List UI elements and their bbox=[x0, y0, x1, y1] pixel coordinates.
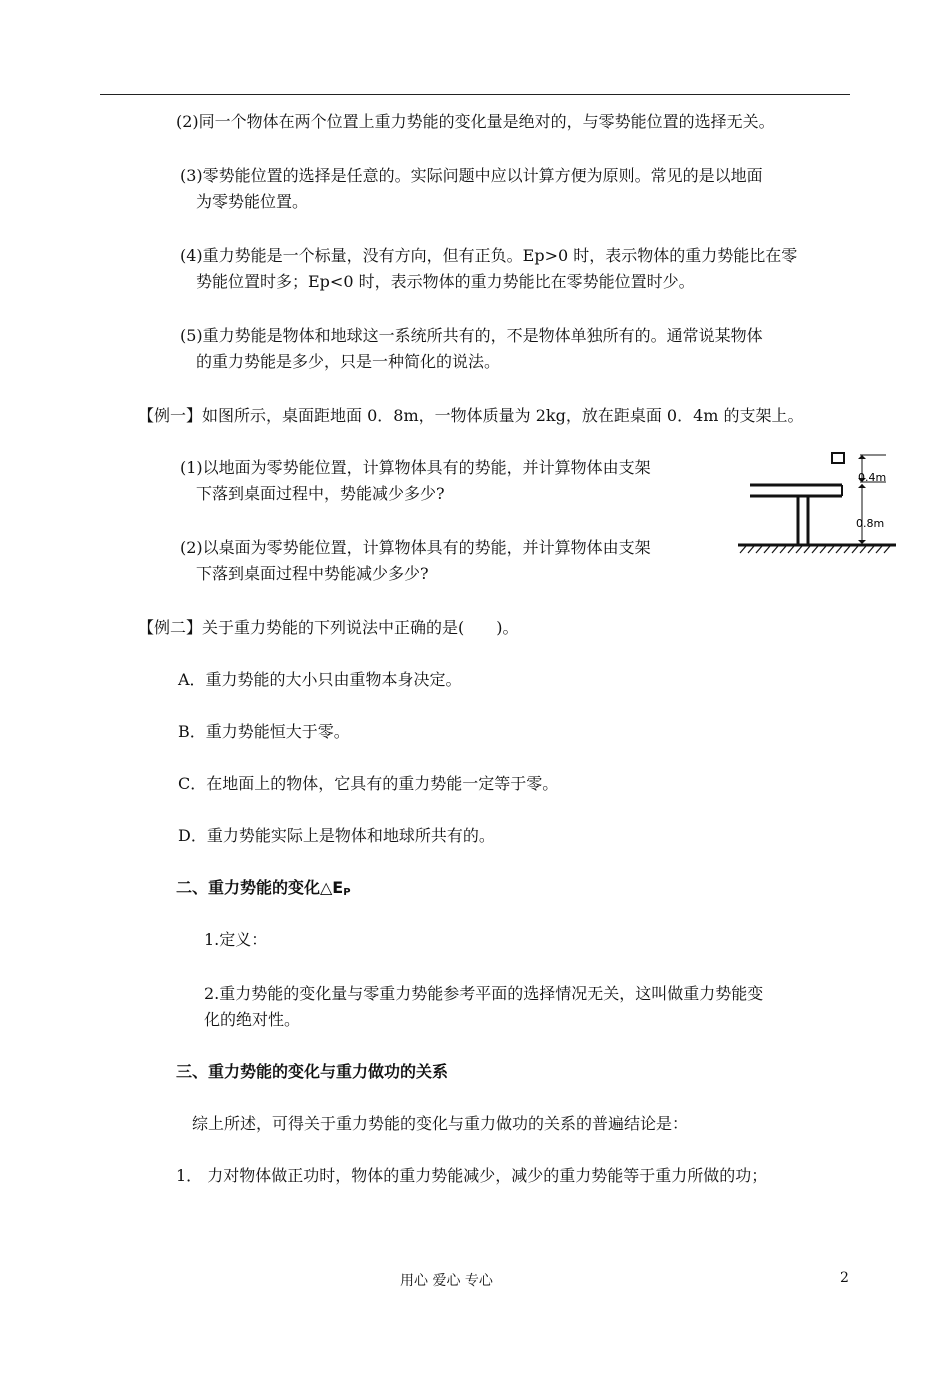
ground-hatching bbox=[740, 546, 890, 553]
example-1-q2-line1: (2)以桌面为零势能位置，计算物体具有的势能，并计算物体由支架 bbox=[180, 538, 651, 557]
point-5-line1: (5)重力势能是物体和地球这一系统所共有的，不是物体单独所有的。通常说某物体 bbox=[180, 326, 763, 345]
section-3-item-1: 1． 力对物体做正功时，物体的重力势能减少，减少的重力势能等于重力所做的功； bbox=[176, 1166, 768, 1185]
footer-motto: 用心 爱心 专心 bbox=[400, 1273, 493, 1289]
section-2-heading-sub: P bbox=[343, 887, 351, 898]
section-3-summary: 综上所述，可得关于重力势能的变化与重力做功的关系的普遍结论是： bbox=[192, 1114, 689, 1133]
example-1-q2-line2: 下落到桌面过程中势能减少多少? bbox=[196, 564, 429, 583]
example-2-text: 【例二】关于重力势能的下列说法中正确的是( )。 bbox=[138, 618, 519, 637]
example-1-q1-line2: 下落到桌面过程中，势能减少多少? bbox=[196, 484, 445, 503]
object-box bbox=[832, 453, 844, 463]
section-2-heading-text: 二、重力势能的变化△E bbox=[176, 878, 344, 897]
point-2: (2)同一个物体在两个位置上重力势能的变化量是绝对的，与零势能位置的选择无关。 bbox=[176, 112, 775, 131]
page-number: 2 bbox=[840, 1270, 849, 1286]
label-0-4m: 0.4m bbox=[858, 471, 887, 484]
section-3-heading: 三、重力势能的变化与重力做功的关系 bbox=[176, 1062, 449, 1081]
point-5-line2: 的重力势能是多少，只是一种简化的说法。 bbox=[196, 352, 501, 371]
example-1-text: 【例一】如图所示，桌面距地面 0．8m，一物体质量为 2kg，放在距桌面 0．4m 的支架上。 bbox=[138, 406, 804, 425]
example-1-q1-line1: (1)以地面为零势能位置，计算物体具有的势能，并计算物体由支架 bbox=[180, 458, 651, 477]
point-3-line1: (3)零势能位置的选择是任意的。实际问题中应以计算方便为原则。常见的是以地面 bbox=[180, 166, 763, 185]
section-2-item-2-line2: 化的绝对性。 bbox=[204, 1010, 301, 1029]
point-3-line2: 为零势能位置。 bbox=[196, 192, 309, 211]
section-2-item-2-line1: 2.重力势能的变化量与零重力势能参考平面的选择情况无关，这叫做重力势能变 bbox=[204, 984, 764, 1003]
header-rule bbox=[100, 94, 850, 95]
option-b: B．重力势能恒大于零。 bbox=[178, 722, 350, 741]
section-2-item-1: 1.定义： bbox=[204, 930, 268, 949]
table-support-diagram bbox=[736, 449, 896, 567]
option-a: A．重力势能的大小只由重物本身决定。 bbox=[178, 670, 462, 689]
point-4-line2: 势能位置时多；Ep<0 时，表示物体的重力势能比在零势能位置时少。 bbox=[196, 272, 695, 291]
point-4-line1: (4)重力势能是一个标量，没有方向，但有正负。Ep>0 时，表示物体的重力势能比在零 bbox=[180, 246, 798, 265]
label-0-8m: 0.8m bbox=[856, 517, 885, 530]
option-c: C．在地面上的物体，它具有的重力势能一定等于零。 bbox=[178, 774, 559, 793]
option-d: D．重力势能实际上是物体和地球所共有的。 bbox=[178, 826, 495, 845]
section-2-heading bbox=[176, 876, 351, 905]
